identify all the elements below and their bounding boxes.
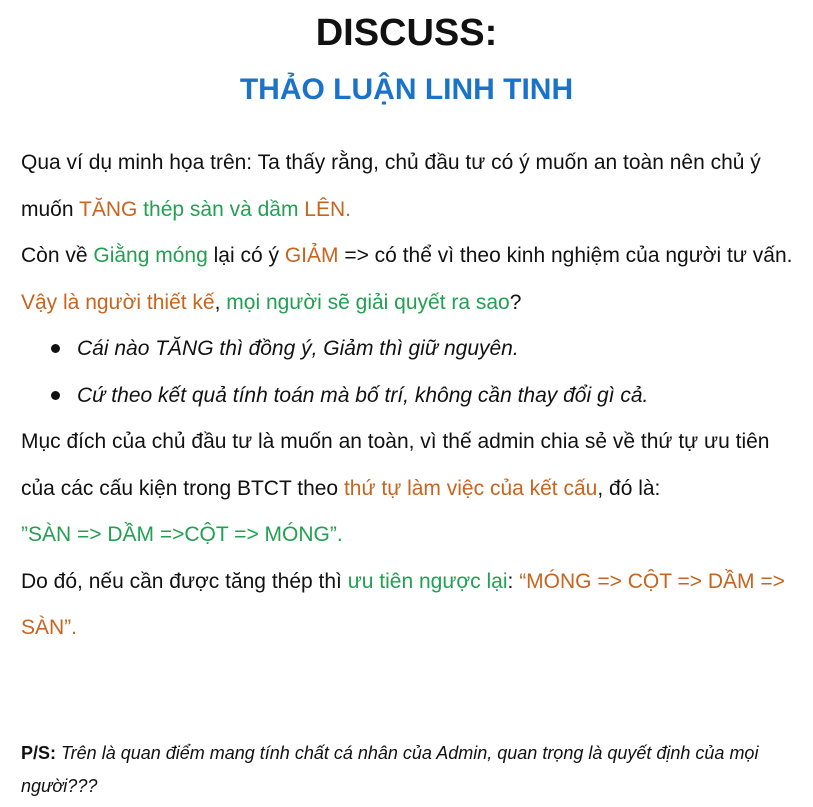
page-title: DISCUSS:: [315, 12, 498, 54]
p1-len: LÊN.: [304, 197, 351, 221]
p6-d: “MÓNG => CỘT => DẦM => SÀN”.: [21, 569, 785, 639]
paragraph-6: [21, 559, 806, 652]
p2-giam: GIẢM: [284, 244, 339, 267]
ps-text: Trên là quan điểm mang tính chất cá nhân của Admin, quan trọng là quyết định của mọi người???: [21, 743, 759, 796]
p6-a: Do đó, nếu cần được tăng thép thì: [21, 569, 348, 593]
bullet-text: Cứ theo kết quả tính toán mà bố trí, không cần thay đổi gì cả.: [77, 383, 649, 407]
p6-c: :: [507, 569, 520, 593]
p3-a: Vậy là người thiết kế: [21, 290, 215, 314]
p2-giang-mong: Giằng móng: [93, 244, 208, 267]
p4-c: , đó là:: [597, 476, 661, 500]
paragraph-4: [21, 419, 806, 512]
discussion-body: [21, 140, 806, 652]
p4-a: Mục đích của chủ đầu tư là muốn an toàn, vì thế admin chia sẻ về thứ tự ưu tiên của các cấu kiện trong BTCT theo: [21, 430, 770, 500]
p1-tang: TĂNG: [79, 197, 138, 221]
p3-c: mọi người sẽ giải quyết ra sao: [226, 290, 510, 314]
paragraph-5: ”SÀN => DẦM =>CỘT => MÓNG”.: [21, 523, 343, 546]
ps-label: P/S:: [21, 743, 57, 763]
paragraph-1: [21, 140, 806, 233]
p4-b: thứ tự làm việc của kết cấu: [343, 476, 598, 500]
p2-text-c: => có thể vì theo kinh nghiệm của người tư vấn.: [338, 244, 793, 267]
page-subtitle: THẢO LUẬN LINH TINH: [239, 73, 574, 106]
bullet-text: Cái nào TĂNG thì đồng ý, Giảm thì giữ nguyên.: [77, 337, 519, 360]
p2-text-a: Còn về: [21, 244, 94, 267]
p1-mid: thép sàn và dầm: [137, 197, 305, 221]
p6-b: ưu tiên ngược lại: [347, 569, 508, 593]
list-item: [21, 373, 806, 420]
bullet-icon: [51, 391, 60, 400]
p1-text: Qua ví dụ minh họa trên: Ta thấy rằng, chủ đầu tư có ý muốn an toàn nên chủ ý muốn: [21, 151, 761, 221]
options-list: [21, 326, 806, 419]
p3-d: ?: [509, 290, 522, 314]
paragraph-2: [21, 233, 806, 280]
ps-note: [21, 737, 806, 803]
p3-b: ,: [214, 290, 227, 314]
list-item: [21, 326, 806, 373]
bullet-icon: [51, 344, 60, 353]
paragraph-3: [21, 280, 806, 327]
p2-text-b: lại có ý: [207, 244, 285, 267]
